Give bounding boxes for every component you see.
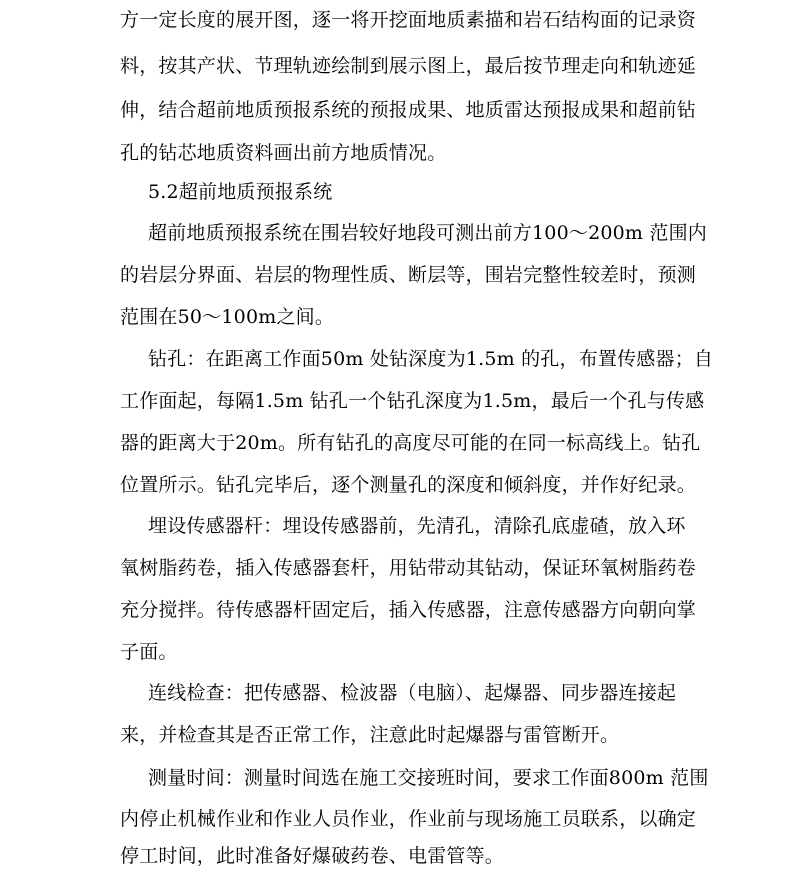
paragraph-3-line-3: 充分搅拌。待传感器杆固定后，插入传感器，注意传感器方向朝向掌 xyxy=(120,599,697,621)
paragraph-5-line-2: 内停止机械作业和作业人员作业，作业前与现场施工员联系，以确定 xyxy=(120,808,697,830)
paragraph-5-line-1: 测量时间：测量时间选在施工交接班时间，要求工作面800m 范围 xyxy=(148,767,709,789)
paragraph-4-line-1: 连线检查：把传感器、检波器（电脑）、起爆器、同步器连接起 xyxy=(148,682,677,704)
intro-line-1: 方一定长度的展开图，逐一将开挖面地质素描和岩石结构面的记录资 xyxy=(120,9,697,31)
intro-line-4: 孔的钻芯地质资料画出前方地质情况。 xyxy=(120,142,447,164)
paragraph-3-line-1: 埋设传感器杆：埋设传感器前，先清孔，清除孔底虚碴，放入环 xyxy=(148,515,686,537)
paragraph-1-line-1: 超前地质预报系统在围岩较好地段可测出前方100～200m 范围内 xyxy=(148,222,707,244)
intro-line-2: 料，按其产状、节理轨迹绘制到展示图上，最后按节理走向和轨迹延 xyxy=(120,55,697,77)
paragraph-2-line-3: 器的距离大于20m。所有钻孔的高度尽可能的在同一标高线上。钻孔 xyxy=(120,432,701,454)
section-heading: 5.2超前地质预报系统 xyxy=(148,181,333,203)
paragraph-2-line-4: 位置所示。钻孔完毕后，逐个测量孔的深度和倾斜度，并作好纪录。 xyxy=(120,474,697,496)
paragraph-5-line-3: 停工时间，此时准备好爆破药卷、电雷管等。 xyxy=(120,845,505,867)
paragraph-2-line-2: 工作面起，每隔1.5m 钻孔一个钻孔深度为1.5m，最后一个孔与传感 xyxy=(120,390,705,412)
paragraph-1-line-2: 的岩层分界面、岩层的物理性质、断层等，围岩完整性较差时，预测 xyxy=(120,264,697,286)
paragraph-4-line-2: 来，并检查其是否正常工作，注意此时起爆器与雷管断开。 xyxy=(120,724,620,746)
paragraph-3-line-2: 氧树脂药卷，插入传感器套杆，用钻带动其钻动，保证环氧树脂药卷 xyxy=(120,557,697,579)
paragraph-2-line-1: 钻孔：在距离工作面50m 处钻深度为1.5m 的孔，布置传感器；自 xyxy=(148,348,714,370)
paragraph-1-line-3: 范围在50～100m之间。 xyxy=(120,306,335,328)
intro-line-3: 伸，结合超前地质预报系统的预报成果、地质雷达预报成果和超前钻 xyxy=(120,99,697,121)
paragraph-3-line-4: 子面。 xyxy=(120,641,178,663)
